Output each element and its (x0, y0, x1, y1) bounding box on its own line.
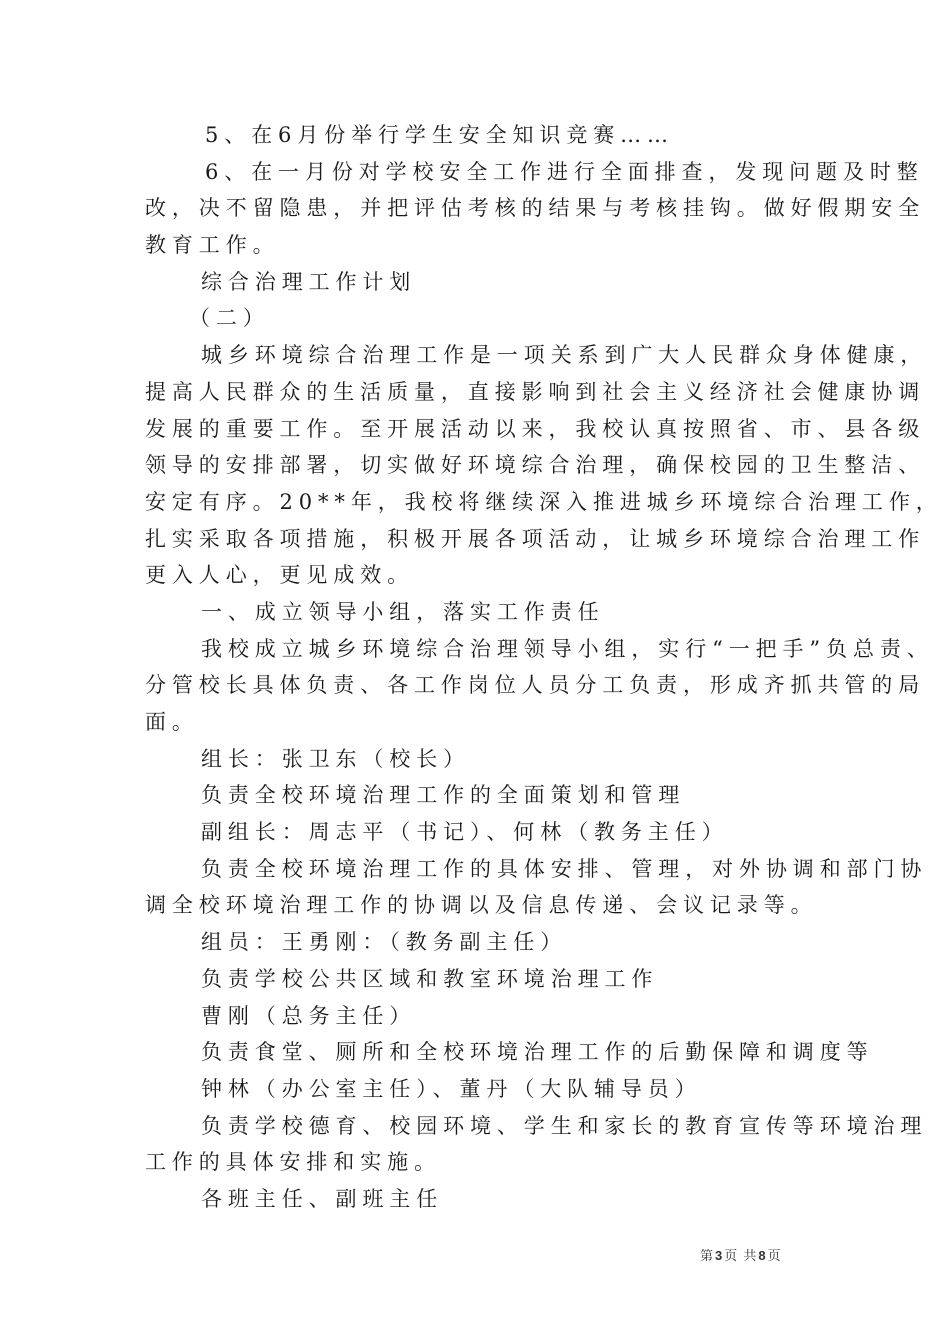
paragraph-line: 提高人民群众的生活质量，直接影响到社会主义经济社会健康协调 (145, 379, 926, 404)
responsibility-line: 负责食堂、厕所和全校环境治理工作的后勤保障和调度等 (201, 1040, 874, 1065)
current-page-number: 3 (715, 1248, 724, 1263)
deputy-leader-line: 副组长：周志平（书记）、何林（教务主任） (201, 820, 729, 845)
paragraph-line: 改，决不留隐患，并把评估考核的结果与考核挂钩。做好假期安全 (145, 196, 926, 221)
responsibility-line: 负责学校德育、校园环境、学生和家长的教育宣传等环境治理 (201, 1113, 928, 1138)
paragraph-line: 面。 (145, 710, 199, 734)
paragraph-line: 城乡环境综合治理工作是一项关系到广大人民群众身体健康， (201, 343, 928, 368)
group-leader-line: 组长：张卫东（校长） (201, 746, 470, 771)
responsibility-line: 负责全校环境治理工作的全面策划和管理 (201, 783, 686, 808)
list-item-6: 6、在一月份对学校安全工作进行全面排查，发现问题及时整 (205, 159, 924, 184)
paragraph-line: 领导的安排部署，切实做好环境综合治理，确保校园的卫生整洁、 (145, 453, 926, 478)
footer-suffix: 页 (767, 1249, 782, 1264)
responsibility-line: 负责学校公共区域和教室环境治理工作 (201, 966, 659, 991)
total-pages-number: 8 (758, 1248, 767, 1263)
paragraph-line: 我校成立城乡环境综合治理领导小组，实行“一把手”负总责、 (201, 636, 934, 661)
member-line: 钟林（办公室主任）、董丹（大队辅导员） (201, 1076, 702, 1101)
member-line: 曹刚（总务主任） (201, 1003, 417, 1028)
paragraph-line: 安定有序。20**年，我校将继续深入推进城乡环境综合治理工作， (145, 489, 943, 514)
responsibility-line: 负责全校环境治理工作的具体安排、管理，对外协调和部门协 (201, 856, 928, 881)
paragraph-line: 发展的重要工作。至开展活动以来，我校认真按照省、市、县各级 (145, 416, 926, 441)
document-body (145, 117, 943, 1218)
footer-middle: 页 共 (724, 1249, 758, 1264)
responsibility-line: 调全校环境治理工作的协调以及信息传递、会议记录等。 (145, 893, 818, 918)
paragraph-line: 教育工作。 (145, 233, 280, 258)
paragraph-line: 分管校长具体负责、各工作岗位人员分工负责，形成齐抓共管的局 (145, 673, 926, 698)
paragraph-line: 扎实采取各项措施，积极开展各项活动，让城乡环境综合治理工作 (145, 526, 926, 551)
list-item-5: 5、在6月份举行学生安全知识竞赛…… (205, 123, 674, 147)
page-footer (700, 1245, 782, 1264)
member-line: 各班主任、副班主任 (201, 1186, 444, 1211)
responsibility-line: 工作的具体安排和实施。 (145, 1150, 441, 1175)
section-title: 综合治理工作计划 (201, 269, 417, 294)
member-line: 组员：王勇刚：（教务副主任） (201, 930, 568, 955)
heading-leadership-group: 一、成立领导小组，落实工作责任 (201, 599, 605, 624)
paragraph-line: 更入人心，更见成效。 (145, 563, 414, 588)
footer-prefix: 第 (700, 1249, 715, 1264)
section-subtitle: （二） (189, 306, 270, 331)
